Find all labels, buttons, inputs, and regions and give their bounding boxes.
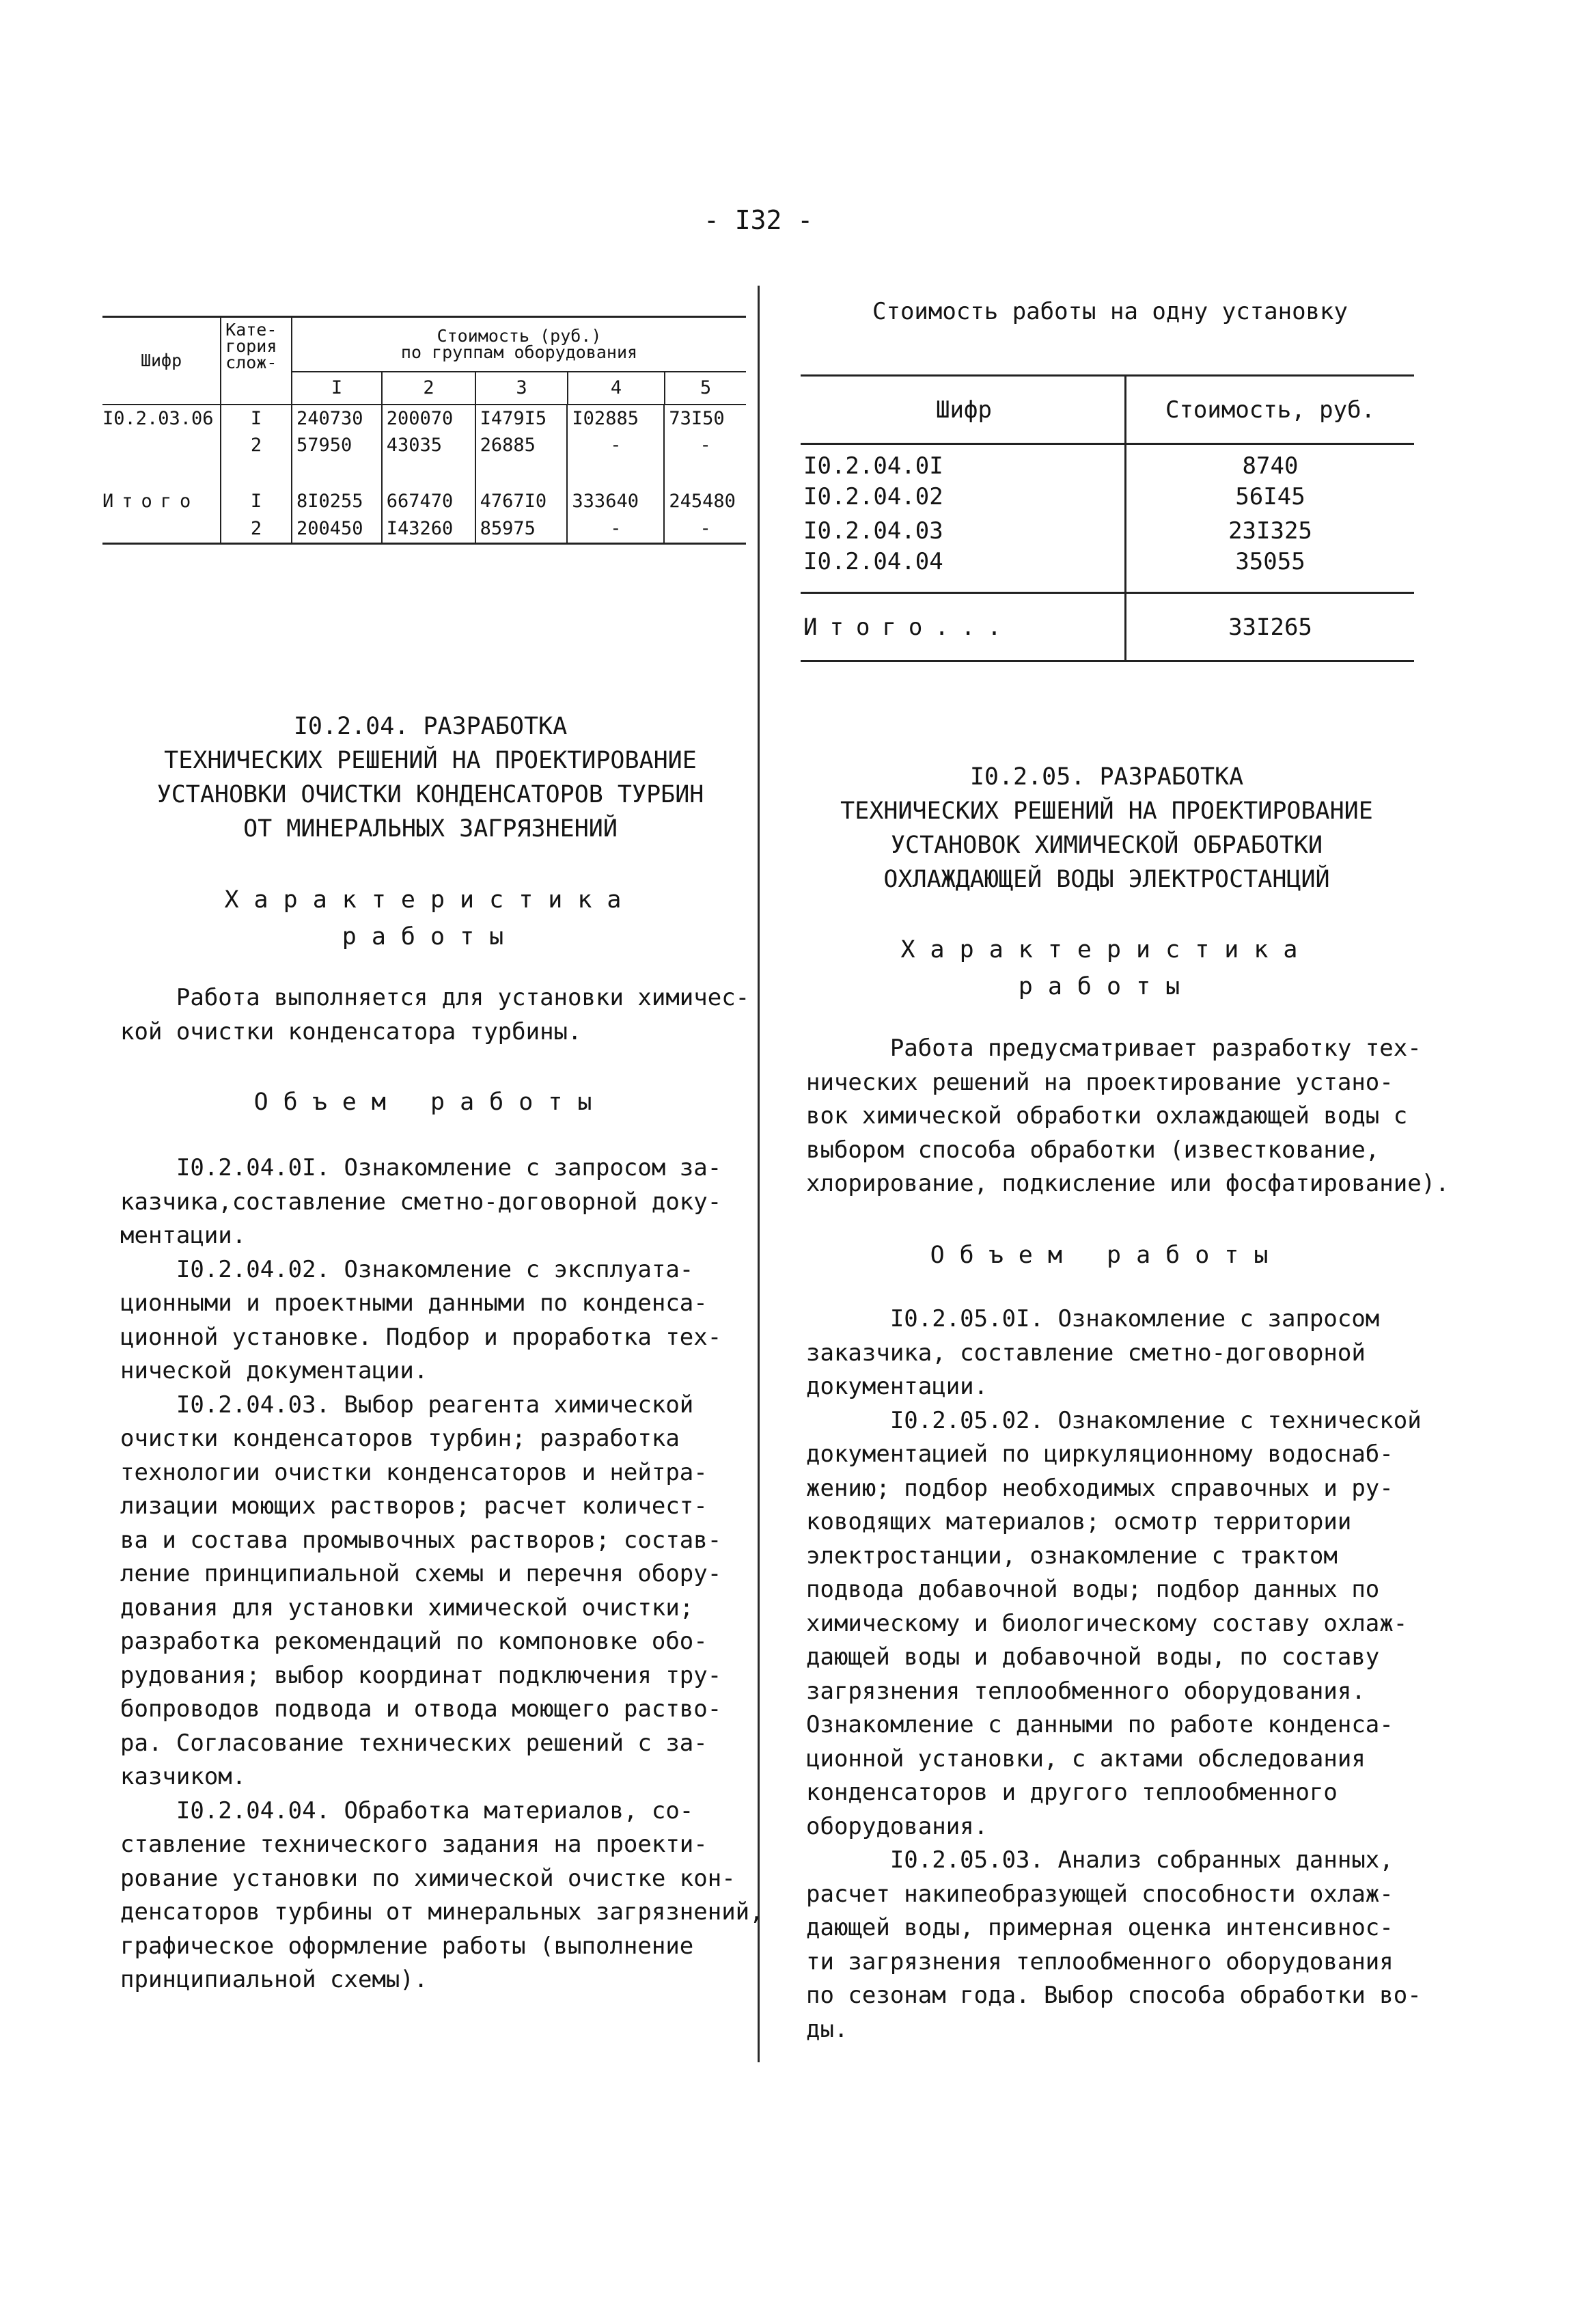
- table-row-cost: 56I45: [1126, 480, 1415, 514]
- right-table-title: Стоимость работы на одну установку: [872, 298, 1348, 325]
- right-volume-heading: Объем работы: [930, 1242, 1284, 1269]
- group-2: 2: [381, 372, 475, 404]
- right-volume-text: I0.2.05.0I. Ознакомление с запросом заказчика, составление сметно-договорной документации. I0.2.05.02. Ознакомление с технической документацией по циркуляционному водоснаб- жению; подбор необходимых справочных и ру- ководящих материалов; осмотр территории электростанции, ознакомление с трактом подвода добавочной воды; подбор данных по химическому и биологическому составу охлаж- дающей воды и добавочной воды, по составу загрязнения теплообменного оборудования. Ознакомление с данными по работе конденса- ционной установки, с актами обследования конденсаторов и другого теплообменного оборудования. I0.2.05.03. Анализ собранных данных, расчет накипеобразующей способности охлаж- дающей воды, примерная оценка интенсивнос- ти загрязнения теплообменного оборудования по сезонам года. Выбор способа обработки во- ды.: [806, 1305, 1422, 2043]
- table-row: 2 57950 43035 26885 - -: [102, 432, 746, 459]
- col-code-header: Шифр: [102, 317, 221, 405]
- col-cost-header: Стоимость, руб.: [1126, 376, 1415, 444]
- right-characteristics-heading: Характеристика работы: [900, 936, 1313, 1000]
- table-row-code: I0.2.04.02: [803, 482, 943, 510]
- col-cost-header: Стоимость (руб.) по группам оборудования: [292, 317, 746, 372]
- col-category-header: Кате- гория слож-: [221, 317, 292, 405]
- col-code-header: Шифр: [801, 376, 1126, 444]
- table-row-code: I0.2.04.03: [803, 517, 943, 545]
- unit-cost-table: [801, 374, 1414, 662]
- group-4: 4: [567, 372, 664, 404]
- table-row-code: I0.2.04.04: [803, 547, 943, 575]
- table-row-cost: 35055: [1126, 548, 1415, 582]
- table-row-code: I0.2.04.0I: [803, 452, 943, 480]
- left-section-heading: I0.2.04. РАЗРАБОТКА ТЕХНИЧЕСКИХ РЕШЕНИЙ НА ПРОЕКТИРОВАНИЕ УСТАНОВКИ ОЧИСТКИ КОНДЕНСАТОРОВ ТУРБИН ОТ МИНЕРАЛЬНЫХ ЗАГРЯЗНЕНИЙ: [156, 713, 704, 843]
- table-row-cost: 23I325: [1126, 514, 1415, 548]
- left-characteristics-text: Работа выполняется для установки химичес- кой очистки конденсатора турбины.: [120, 984, 750, 1045]
- left-volume-text: I0.2.04.0I. Ознакомление с запросом за- казчика,составление сметно-договорной доку- ментации. I0.2.04.02. Ознакомление с эксплуата- ционными и проектными данными по конденса- ционной установке. Подбор и проработка тех- нической документации. I0.2.04.03. Выбор реагента химической очистки конденсаторов турбин; разработка технологии очистки конденсаторов и нейтра- лизации моющих растворов; расчет количест- ва и состава промывочных растворов; состав- ление принципиальной схемы и перечня обору- дования для установки химической очистки; разработка рекомендаций по компоновке обо- рудования; выбор координат подключения тру- бопроводов подвода и отвода моющего раство- ра. Согласование технических решений с за- казчиком. I0.2.04.04. Обработка материалов, со- ставление технического задания на проекти- рование установки по химической очистке кон- денсаторов турбины от минеральных загрязнений, графическое оформление работы (выполнение принципиальной схемы).: [120, 1154, 764, 1993]
- groups-header-row: [292, 372, 746, 405]
- left-characteristics-heading: Характеристика работы: [224, 886, 637, 951]
- page-number: - I32 -: [704, 205, 814, 235]
- right-characteristics-text: Работа предусматривает разработку тех- нических решений на проектирование устано- вок химической обработки охлаждающей воды с выбором способа обработки (известкование, хлорирование, подкисление или фосфатирование).: [806, 1035, 1450, 1197]
- cost-groups-table: [102, 316, 746, 545]
- total-value: 33I265: [1126, 593, 1415, 661]
- table-row-cost: 8740: [1126, 444, 1415, 480]
- right-section-heading: I0.2.05. РАЗРАБОТКА ТЕХНИЧЕСКИХ РЕШЕНИЙ НА ПРОЕКТИРОВАНИЕ УСТАНОВОК ХИМИЧЕСКОЙ ОБРАБОТКИ ОХЛАЖДАЮЩЕЙ ВОДЫ ЭЛЕКТРОСТАНЦИЙ: [840, 763, 1373, 893]
- total-label: Итого...: [801, 593, 1126, 661]
- table-row: Итого I 8I0255 667470 4767I0 333640 245480: [102, 488, 746, 515]
- group-3: 3: [475, 372, 567, 404]
- table-row: I0.2.03.06 I 240730 200070 I479I5 I02885 73I50: [102, 405, 746, 432]
- left-volume-heading: Объем работы: [253, 1089, 607, 1116]
- group-1: I: [331, 377, 343, 398]
- group-5: 5: [664, 372, 746, 404]
- table-row: 2 200450 I43260 85975 - -: [102, 515, 746, 544]
